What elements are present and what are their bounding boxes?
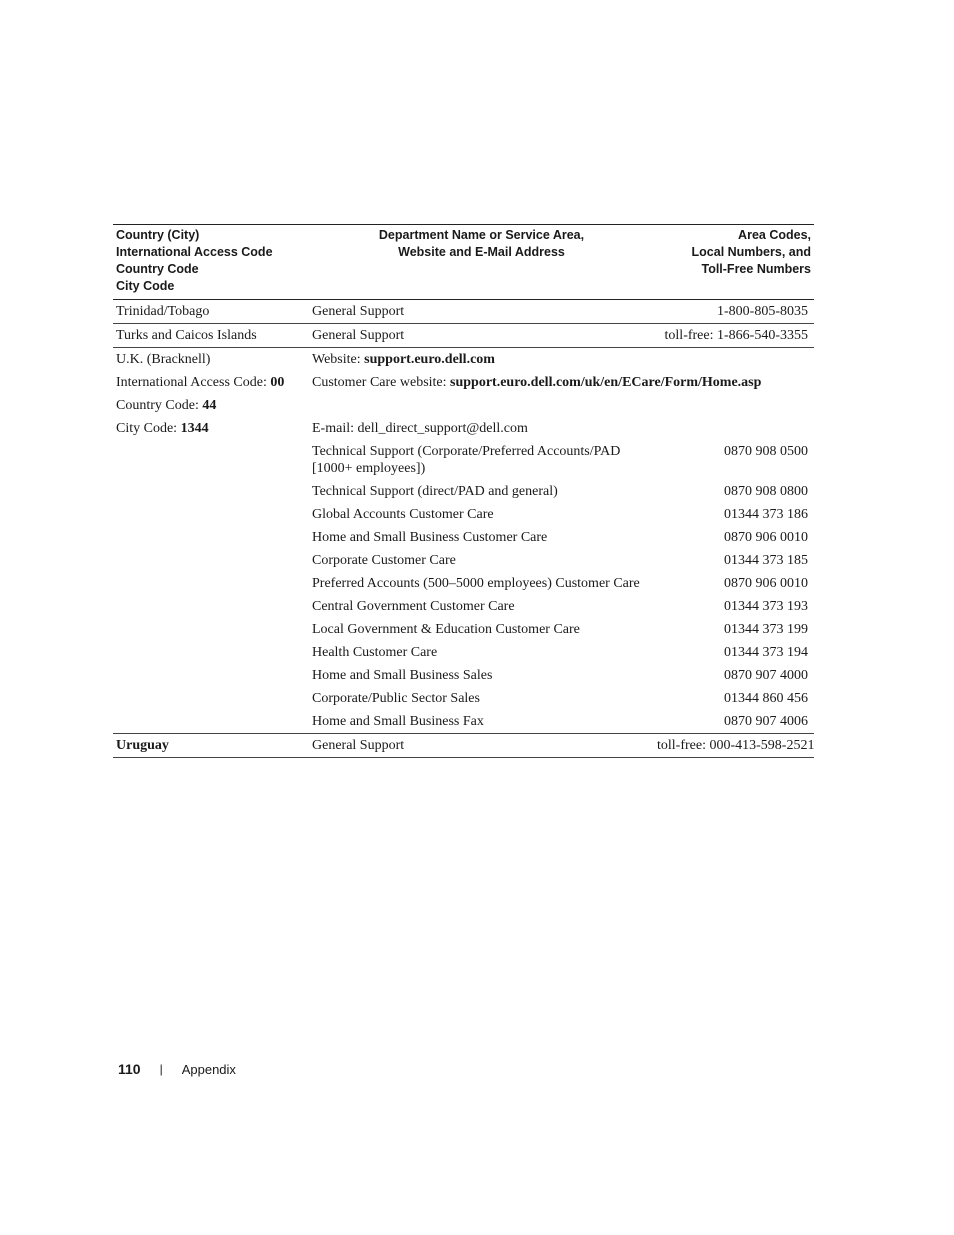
city-code-value: 1344 <box>180 421 209 436</box>
header-line: Country Code <box>116 262 199 276</box>
header-line: Area Codes, <box>738 228 811 242</box>
empty-cell <box>654 417 814 440</box>
care-website-label: Customer Care website: <box>312 375 451 390</box>
department-cell: Home and Small Business Sales <box>312 668 493 683</box>
table-row <box>113 417 814 440</box>
website-link[interactable]: support.euro.dell.com <box>364 352 495 367</box>
number-cell: toll-free: 000-413-598-2521 <box>654 734 814 758</box>
header-line: International Access Code <box>116 245 273 259</box>
country-cell <box>113 734 309 758</box>
department-cell: Local Government & Education Customer Care <box>312 622 580 637</box>
table-row <box>113 440 814 480</box>
country-name: Uruguay <box>116 738 169 753</box>
department-cell: Corporate/Public Sector Sales <box>312 691 480 706</box>
number-cell: 1-800-805-8035 <box>654 300 814 324</box>
country-cell: U.K. (Bracknell) <box>113 348 309 372</box>
table-row <box>113 618 814 641</box>
table-row <box>113 572 814 595</box>
header-line: City Code <box>116 279 175 293</box>
city-code-label: City Code: <box>116 421 181 436</box>
empty-cell <box>654 394 814 417</box>
header-country <box>113 225 309 300</box>
number-cell: 0870 907 4000 <box>724 668 808 683</box>
number-cell: 01344 373 194 <box>724 645 808 660</box>
table-row <box>113 710 814 734</box>
table-header-row <box>113 225 814 300</box>
city-code-cell <box>113 417 309 440</box>
header-line: Local Numbers, and <box>691 245 811 259</box>
number-cell: 01344 373 185 <box>724 553 808 568</box>
department-cell: Central Government Customer Care <box>312 599 515 614</box>
department-cell: General Support <box>309 300 654 324</box>
email-cell[interactable]: E-mail: dell_direct_support@dell.com <box>312 421 528 436</box>
number-cell: 01344 860 456 <box>724 691 808 706</box>
department-cell: Technical Support (Corporate/Preferred Accounts/PAD [1000+ employees]) <box>312 444 621 476</box>
table-row <box>113 300 814 324</box>
header-line: Country (City) <box>116 228 200 242</box>
number-cell: 0870 907 4006 <box>724 714 808 729</box>
header-line: Toll-Free Numbers <box>701 262 811 276</box>
section-title: Appendix <box>181 1061 236 1077</box>
header-line: Website and E-Mail Address <box>398 245 565 259</box>
number-cell: 01344 373 199 <box>724 622 808 637</box>
department-cell: Home and Small Business Fax <box>312 714 484 729</box>
table-row <box>113 664 814 687</box>
table-row <box>113 595 814 618</box>
header-department <box>309 225 654 300</box>
website-label: Website: <box>312 352 365 367</box>
number-cell: 01344 373 186 <box>724 507 808 522</box>
table-row <box>113 480 814 503</box>
department-cell: Technical Support (direct/PAD and general) <box>312 484 558 499</box>
care-website-cell <box>309 371 814 394</box>
table-row <box>113 641 814 664</box>
empty-cell <box>309 394 654 417</box>
department-cell: General Support <box>309 734 654 758</box>
footer-separator: | <box>159 1062 163 1076</box>
access-code-label: International Access Code: <box>116 375 271 390</box>
website-cell <box>309 348 814 372</box>
table-row <box>113 394 814 417</box>
access-code-value: 00 <box>270 375 285 390</box>
table-row <box>113 526 814 549</box>
department-cell: General Support <box>309 324 654 348</box>
page-footer <box>118 1061 236 1077</box>
department-cell: Corporate Customer Care <box>312 553 456 568</box>
number-cell: 0870 906 0010 <box>724 530 808 545</box>
table-row <box>113 348 814 372</box>
header-line: Department Name or Service Area, <box>378 228 585 242</box>
number-cell: 01344 373 193 <box>724 599 808 614</box>
header-numbers <box>654 225 814 300</box>
country-cell: Turks and Caicos Islands <box>113 324 309 348</box>
country-cell: Trinidad/Tobago <box>113 300 309 324</box>
country-code-cell <box>113 394 309 417</box>
country-code-label: Country Code: <box>116 398 203 413</box>
department-cell: Home and Small Business Customer Care <box>312 530 548 545</box>
number-cell: toll-free: 1-866-540-3355 <box>654 324 814 348</box>
page-number: 110 <box>118 1061 141 1077</box>
table-row <box>113 503 814 526</box>
country-code-value: 44 <box>202 398 217 413</box>
access-code-cell <box>113 371 309 394</box>
contact-table <box>113 224 814 758</box>
department-cell: Global Accounts Customer Care <box>312 507 494 522</box>
table-row <box>113 371 814 394</box>
number-cell: 0870 908 0500 <box>724 444 808 459</box>
number-cell: 0870 906 0010 <box>724 576 808 591</box>
number-cell: 0870 908 0800 <box>724 484 808 499</box>
care-website-link[interactable]: support.euro.dell.com/uk/en/ECare/Form/Home.asp <box>450 375 762 390</box>
table-row <box>113 687 814 710</box>
table-row <box>113 324 814 348</box>
table-row <box>113 734 814 758</box>
table-row <box>113 549 814 572</box>
department-cell: Health Customer Care <box>312 645 438 660</box>
department-cell: Preferred Accounts (500–5000 employees) Customer Care <box>312 576 640 591</box>
